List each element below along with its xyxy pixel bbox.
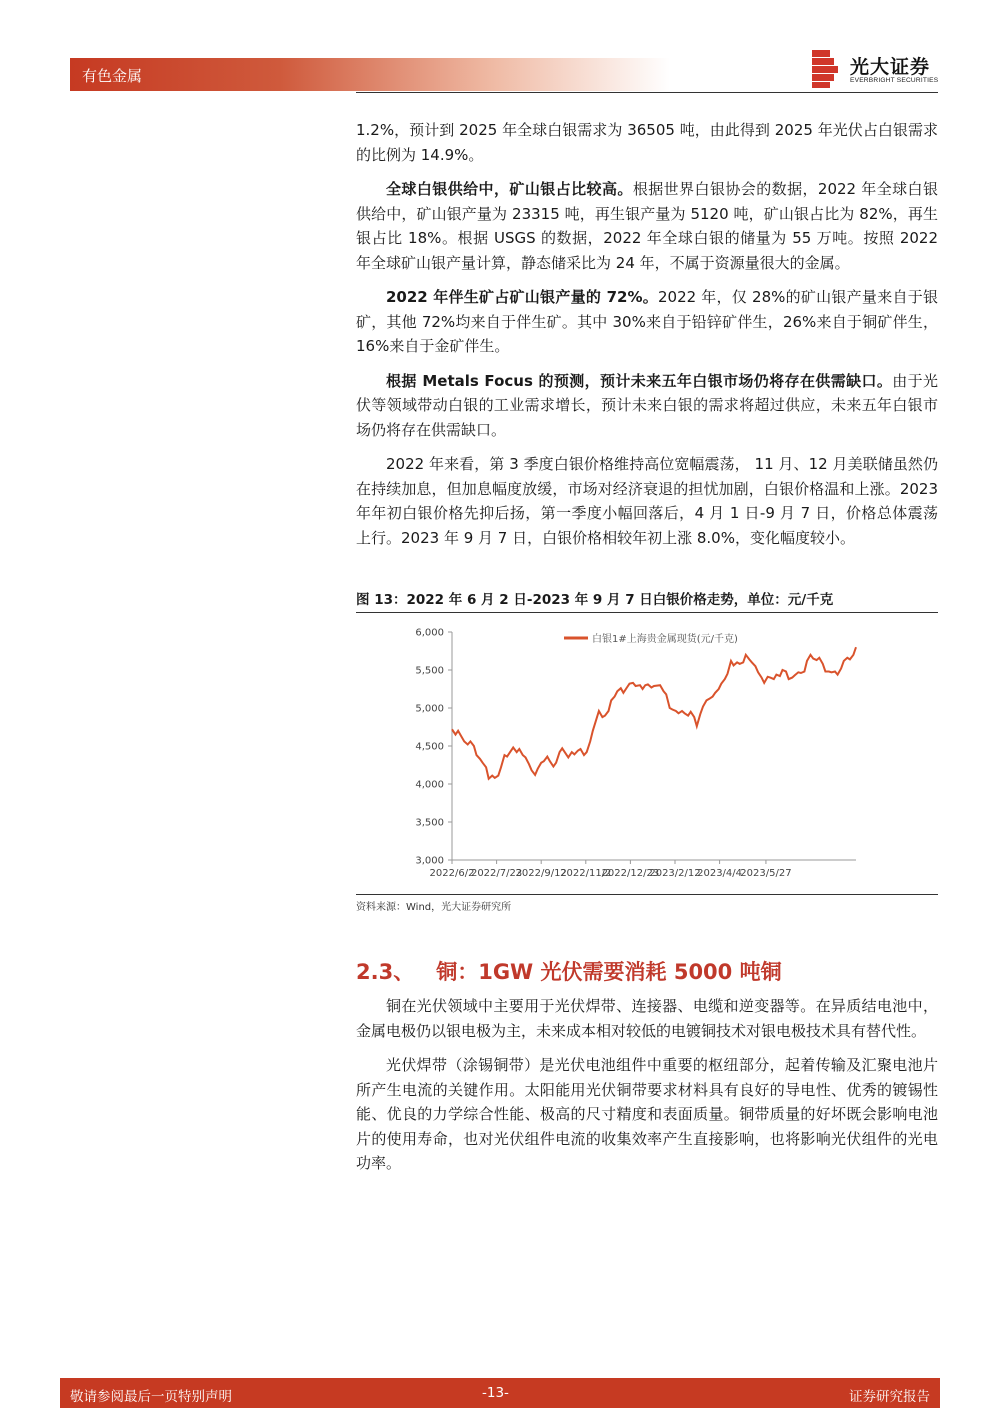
y-tick-label: 5,000 (415, 703, 444, 715)
company-logo (812, 50, 940, 90)
y-tick-label: 6,000 (415, 627, 444, 639)
paragraph: 光伏焊带（涂锡铜带）是光伏电池组件中重要的枢纽部分，起着传输及汇聚电池片所产生电流的关键作用。太阳能用光伏铜带要求材料具有良好的导电性、优秀的镀锡性能、优良的力学综合性能、极高的尺寸精度和表面质量。铜带质量的好坏既会影响电池片的使用寿命，也对光伏组件电流的收集效率产生直接影响，也将影响光伏组件的光电功率。 (356, 1056, 938, 1172)
body-text-bottom (356, 994, 938, 1186)
section-title: 铜：1GW 光伏需要消耗 5000 吨铜 (436, 960, 782, 984)
page-number: -13- (482, 1385, 509, 1401)
section-heading (356, 956, 782, 986)
silver-price-chart (356, 612, 938, 894)
footer-disclaimer: 敬请参阅最后一页特别声明 (70, 1389, 232, 1405)
x-tick-label: 2022/9/12 (515, 868, 567, 879)
paragraph-lead: 全球白银供给中，矿山银占比较高。 (386, 180, 633, 198)
paragraph: 2022 年来看，第 3 季度白银价格维持高位宽幅震荡， 11 月、12 月美联储虽然仍在持续加息，但加息幅度放缓，市场对经济衰退的担忧加剧，白银价格温和上涨。2023 年年初白银价格先抑后扬，第一季度小幅回落后，4 月 1 日-9 月 7 日，价格总体震荡上行。2023 年 9 月 7 日，白银价格相较年初上涨 8.0%，变化幅度较小。 (356, 455, 938, 547)
x-tick-label: 2023/2/12 (649, 868, 701, 879)
x-tick-label: 2022/12/23 (601, 868, 660, 879)
x-tick-label: 2023/4/4 (697, 868, 743, 879)
paragraph: 根据 Metals Focus 的预测，预计未来五年白银市场仍将存在供需缺口。由于光伏等领域带动白银的工业需求增长，预计未来白银的需求将超过供应，未来五年白银市场仍将存在供需缺口。 (356, 371, 938, 439)
y-tick-label: 4,000 (415, 779, 444, 791)
footer-bar (60, 1378, 940, 1408)
body-text-top (356, 118, 938, 560)
y-tick-label: 4,500 (415, 741, 444, 753)
series-line (452, 647, 856, 779)
y-tick-label: 5,500 (415, 665, 444, 677)
chart-svg (356, 612, 938, 894)
section-number: 2.3、 (356, 960, 415, 984)
legend-label: 白银1#上海贵金属现货(元/千克) (592, 634, 738, 645)
paragraph-lead: 2022 年伴生矿占矿山银产量的 72%。 (386, 288, 659, 306)
paragraph-lead: 根据 Metals Focus 的预测，预计未来五年白银市场仍将存在供需缺口。 (386, 371, 893, 390)
x-tick-label: 2022/6/2 (429, 868, 475, 879)
x-tick-label: 2022/11/2 (560, 868, 612, 879)
figure-title: 图 13：2022 年 6 月 2 日-2023 年 9 月 7 日白银价格走势，单位：元/千克 (356, 588, 938, 613)
figure-divider (356, 894, 938, 895)
header-divider (356, 92, 938, 93)
chart-legend (564, 632, 738, 645)
logo-name-cn: 光大证券 (850, 56, 931, 78)
logo-mark-icon (812, 50, 842, 88)
footer-report-type: 证券研究报告 (849, 1389, 930, 1405)
y-tick-label: 3,500 (415, 817, 444, 829)
paragraph: 全球白银供给中，矿山银占比较高。根据世界白银协会的数据，2022 年全球白银供给中，矿山银产量为 23315 吨，再生银产量为 5120 吨，矿山银占比为 82%，再生银占比 18%。根据 USGS 的数据，2022 年全球白银的储量为 55 万吨。按照 2022 年全球矿山银产量计算，静态储采比为 24 年，不属于资源量很大的金属。 (356, 180, 938, 272)
logo-name-en: EVERBRIGHT SECURITIES (850, 77, 939, 84)
x-tick-label: 2022/7/23 (470, 868, 523, 879)
x-tick-label: 2023/5/27 (740, 868, 792, 879)
y-tick-label: 3,000 (415, 855, 444, 867)
paragraph: 1.2%，预计到 2025 年全球白银需求为 36505 吨，由此得到 2025 年光伏占白银需求的比例为 14.9%。 (356, 121, 938, 164)
x-axis (430, 860, 856, 879)
paragraph: 2022 年伴生矿占矿山银产量的 72%。2022 年，仅 28%的矿山银产量来自于银矿，其他 72%均来自于伴生矿。其中 30%来自于铅锌矿伴生，26%来自于铜矿伴生，16%来自于金矿伴生。 (356, 288, 938, 355)
y-axis (415, 628, 452, 867)
paragraph: 铜在光伏领域中主要用于光伏焊带、连接器、电缆和逆变器等。在异质结电池中，金属电极仍以银电极为主，未来成本相对较低的电镀铜技术对银电极技术具有替代性。 (356, 997, 938, 1040)
section-label: 有色金属 (82, 67, 143, 85)
header-bar (70, 58, 670, 91)
figure-source: 资料来源：Wind，光大证券研究所 (356, 902, 512, 913)
